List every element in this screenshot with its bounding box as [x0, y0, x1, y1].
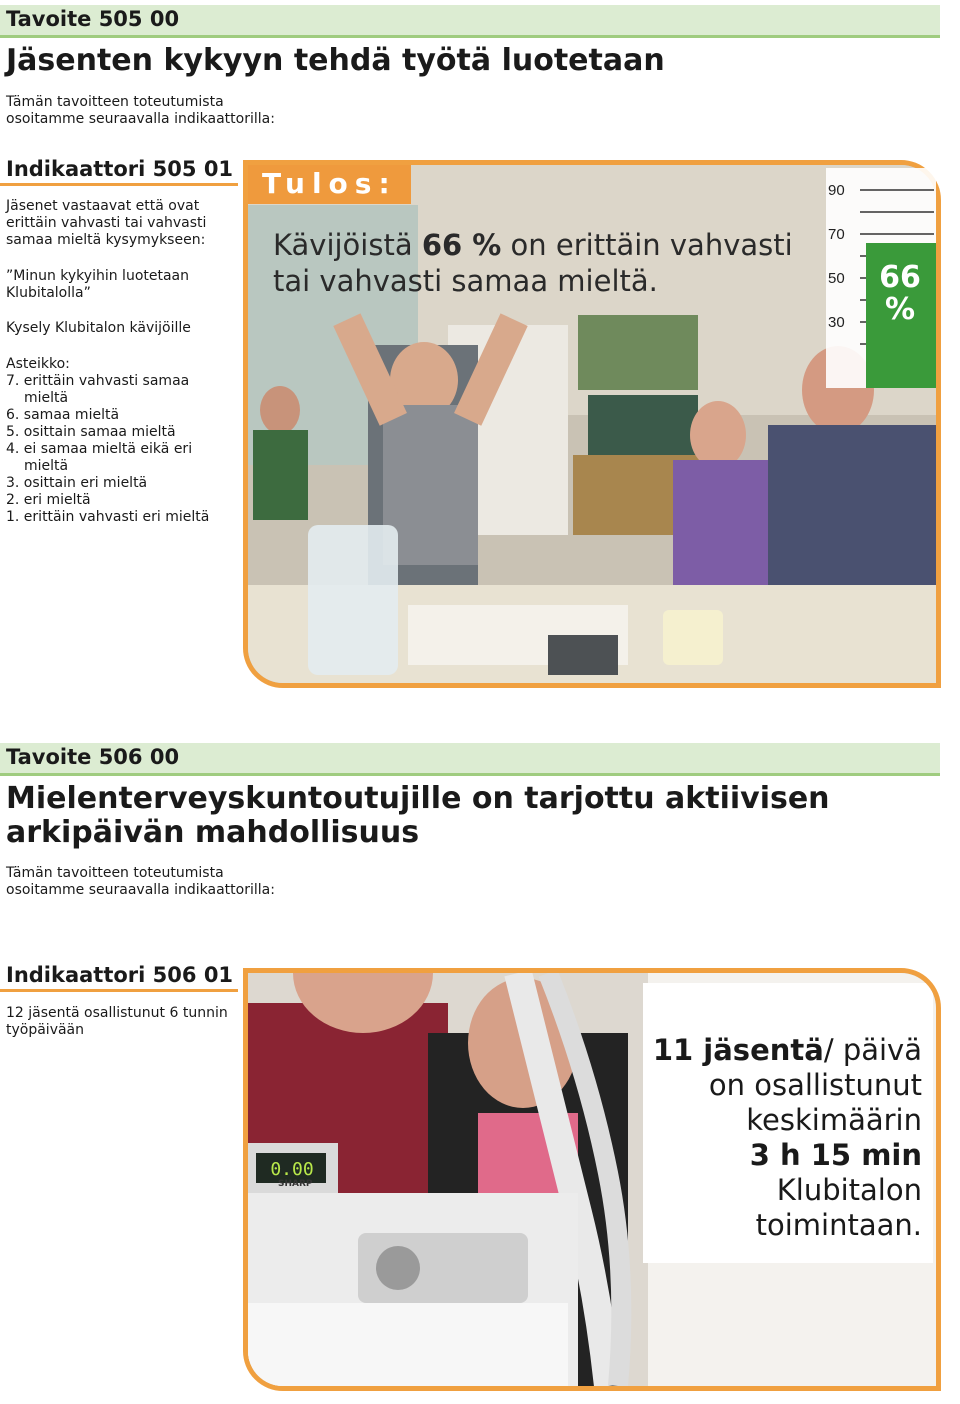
indicator-description: Jäsenet vastaavat että ovat erittäin vahvasti tai vahvasti samaa mieltä kysymykseen: — [6, 198, 207, 248]
result-percentage: 66 % — [421, 228, 502, 262]
indicator-title: Indikaattori 506 01 — [6, 963, 234, 987]
goal-label: Tavoite 506 00 — [6, 745, 180, 769]
register-brand: SHARP — [278, 1179, 313, 1189]
result-tab: Tulos: — [248, 165, 411, 204]
intro-text: Tämän tavoitteen toteutumista osoitamme seuraavalla indikaattorilla: — [6, 94, 275, 127]
gauge-tick-90: 90 — [828, 182, 845, 199]
gauge-unit: % — [884, 292, 916, 327]
result-text: Kävijöistä 66 % on erittäin vahvasti tai vahvasti samaa mieltä. — [273, 228, 793, 298]
goal-label: Tavoite 505 00 — [6, 7, 180, 31]
survey-quote: ”Minun kykyihin luotetaan Klubitalolla” — [6, 268, 190, 301]
page-title: Jäsenten kykyyn tehdä työtä luotetaan — [6, 43, 665, 78]
gauge-scale — [826, 168, 936, 388]
indicator-divider — [0, 183, 238, 186]
result-text: 11 jäsentä/ päivä on osallistunut keskimäärin 3 h 15 min Klubitalon toimintaan. — [652, 1033, 922, 1242]
scale-title: Asteikko: — [6, 356, 70, 372]
gauge-value: 66 — [879, 260, 921, 295]
gauge-tick-70: 70 — [828, 226, 845, 243]
intro-text: Tämän tavoitteen toteutumista osoitamme seuraavalla indikaattorilla: — [6, 865, 275, 898]
gauge-tick-50: 50 — [828, 270, 845, 287]
goal-bar-506 — [0, 743, 940, 776]
gauge-tick-30: 30 — [828, 314, 845, 331]
indicator-description: 12 jäsentä osallistunut 6 tunnin työpäivään — [6, 1005, 228, 1038]
section-title: Mielenterveyskuntoutujille on tarjottu aktiivisen arkipäivän mahdollisuus — [6, 781, 830, 850]
result-duration: 3 h 15 min — [749, 1138, 922, 1172]
result-photo-506 — [243, 968, 941, 1391]
indicator-divider — [0, 989, 238, 992]
goal-bar-505 — [0, 5, 940, 38]
survey-label: Kysely Klubitalon kävijöille — [6, 320, 191, 336]
indicator-title: Indikaattori 505 01 — [6, 157, 234, 181]
register-display: 0.00 — [270, 1159, 314, 1180]
scale-list: Asteikko: 7. erittäin vahvasti samaa mieltä 6. samaa mieltä 5. osittain samaa mieltä 4. ei samaa mieltä eikä eri mieltä 3. osittain eri mieltä 2. eri mieltä 1. erittäin vahvasti eri mieltä — [6, 356, 210, 525]
result-gauge — [826, 168, 936, 388]
